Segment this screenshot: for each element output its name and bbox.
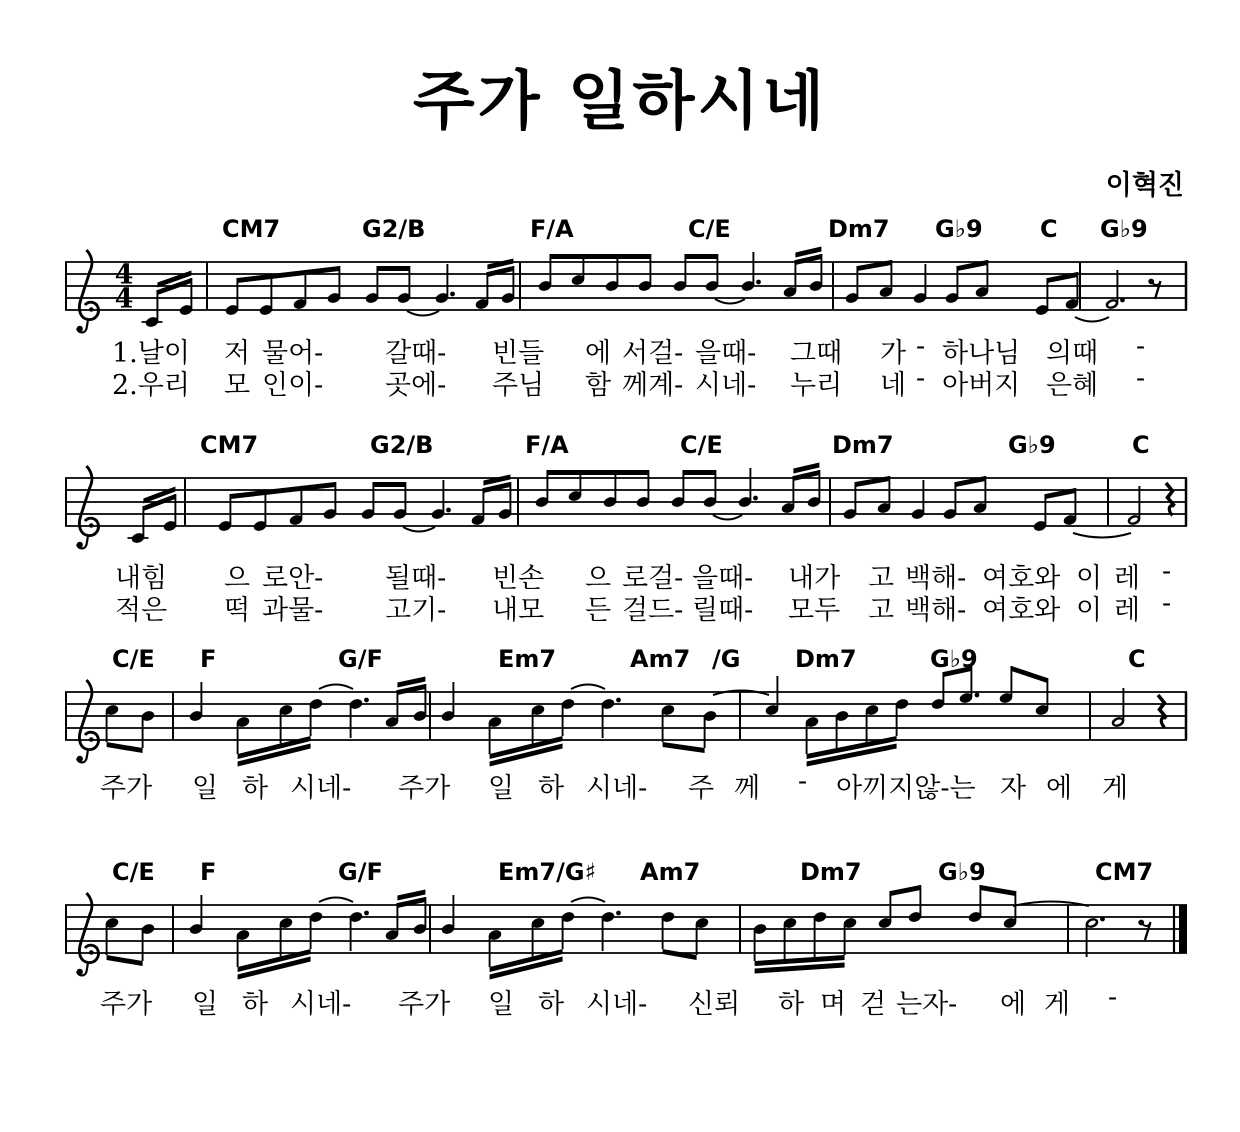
note-group <box>128 487 178 545</box>
lyric-syllable: 네 <box>880 370 907 401</box>
augmentation-dot <box>616 698 621 703</box>
beam <box>107 742 143 753</box>
lyric-syllable: 주 <box>688 773 715 804</box>
lyric-syllable: 이 <box>1076 595 1103 626</box>
lyric-syllable: 으 <box>585 563 612 594</box>
lyric-syllable: 시네- <box>586 989 648 1020</box>
note-group <box>912 264 927 304</box>
chord-label: CM7 <box>200 431 259 459</box>
chord-label: G/F <box>338 858 383 886</box>
beam <box>890 885 920 896</box>
lyric-syllable: 주가 <box>100 773 153 804</box>
tie-slur <box>715 299 745 304</box>
lyric-syllable: 시네- <box>695 370 757 401</box>
lyric-syllable: 그때 <box>790 338 843 369</box>
staff-system-4 <box>65 885 1187 980</box>
note-group <box>188 895 203 935</box>
note-group <box>474 259 515 311</box>
tie-slur <box>571 898 605 903</box>
lyric-syllable: 며 <box>820 989 847 1020</box>
lyric-syllable: 누리 <box>790 370 843 401</box>
chord-label: C <box>1132 431 1150 459</box>
lyric-syllable: 시네- <box>290 773 352 804</box>
chord-label: C/E <box>688 215 731 243</box>
beam <box>685 254 717 259</box>
note-group <box>967 885 1017 929</box>
note-group <box>384 890 427 942</box>
lyric-syllable: 하 <box>242 773 269 804</box>
lyric-syllable: 인이- <box>262 370 324 401</box>
lyric-syllable: 고기- <box>385 595 447 626</box>
lyric-syllable: 신뢰 <box>688 989 741 1020</box>
lyric-syllable: 에 <box>1046 773 1073 804</box>
lyric-syllable: 주가 <box>398 989 451 1020</box>
tie-slur <box>1073 533 1131 538</box>
lyric-syllable: 될때- <box>385 563 447 594</box>
lyric-syllable: 빈손 <box>492 563 545 594</box>
note-group <box>1110 688 1125 728</box>
note-group <box>487 911 575 980</box>
chord-label: C/E <box>112 858 155 886</box>
lyric-syllable: 2.우리 <box>112 370 190 401</box>
beam <box>1011 666 1047 683</box>
lyric-syllable: 을때- <box>692 563 754 594</box>
lyric-syllable: 백해- <box>905 595 967 626</box>
tie-slur <box>319 898 353 903</box>
beam <box>663 949 697 960</box>
augmentation-dot <box>364 911 369 916</box>
lyric-syllable: 일 <box>488 989 515 1020</box>
composer-name: 이혁진 <box>1105 170 1184 201</box>
lyric-syllable: - <box>1108 982 1118 1013</box>
chord-label: Dm7 <box>800 858 862 886</box>
chord-label: C/E <box>680 431 723 459</box>
lyric-syllable: 백해- <box>905 563 967 594</box>
staff-system-3 <box>65 666 1187 767</box>
staff-system-1 <box>65 247 1187 333</box>
chord-label: G♭9 <box>930 645 978 673</box>
chord-label: Em7 <box>498 645 557 673</box>
tie-slur <box>407 311 439 316</box>
lyric-syllable: 은혜 <box>1046 370 1099 401</box>
lyric-syllable: 하 <box>778 989 805 1020</box>
lyric-syllable: - <box>1136 363 1146 394</box>
quarter-rest <box>1158 695 1167 728</box>
augmentation-dot <box>753 496 758 501</box>
note-group <box>487 698 575 767</box>
lyric-syllable: 적은 <box>115 595 168 626</box>
chord-label: G/F <box>338 645 383 673</box>
lyric-syllable: 하 <box>538 773 565 804</box>
lyric-syllable: 걸드- <box>622 595 684 626</box>
lyric-syllable: - <box>1162 556 1172 587</box>
note-group <box>764 676 779 716</box>
lyric-syllable: 는자- <box>896 989 958 1020</box>
lyric-syllable: 걷 <box>860 989 887 1020</box>
lyric-syllable: 시네- <box>586 773 648 804</box>
note-group <box>440 895 455 935</box>
lyric-syllable: 갈때- <box>385 338 447 369</box>
lyric-syllable: - <box>1162 588 1172 619</box>
song-title: 주가 일하시네 <box>412 65 828 139</box>
note-group <box>1084 917 1104 957</box>
time-signature-digit: 4 <box>114 283 134 315</box>
augmentation-dot <box>975 693 980 698</box>
augmentation-dot <box>616 911 621 916</box>
chord-label: G♭9 <box>935 215 983 243</box>
lyric-syllable: 을때- <box>695 338 757 369</box>
lyric-syllable: 하 <box>538 989 565 1020</box>
tie-slur <box>1075 317 1109 322</box>
chord-label: Am7 <box>630 645 691 673</box>
lyric-syllable: - <box>1136 331 1146 362</box>
chord-label: Am7 <box>640 858 701 886</box>
beam <box>663 742 705 753</box>
lyric-syllable: - <box>916 331 926 362</box>
augmentation-dot <box>1100 917 1105 922</box>
lyric-syllable: 떡 <box>224 595 251 626</box>
eighth-rest <box>1148 279 1160 299</box>
chord-label: C <box>1128 645 1146 673</box>
chord-label: G♭9 <box>938 858 986 886</box>
lyric-syllable: 주가 <box>398 773 451 804</box>
note-group <box>1126 486 1141 526</box>
lyric-syllable: 저 <box>224 338 251 369</box>
augmentation-dot <box>364 698 369 703</box>
lyric-syllable: 여호와 <box>982 595 1061 626</box>
chord-label: CM7 <box>1095 858 1154 886</box>
chord-label: F/A <box>530 215 574 243</box>
lyric-syllable: 일 <box>192 989 219 1020</box>
quarter-rest <box>1166 483 1175 516</box>
lyric-syllable: 게 <box>1102 773 1129 804</box>
lyric-syllable: 빈들 <box>492 338 545 369</box>
lyric-syllable: 함 <box>585 370 612 401</box>
lyric-syllable: 1.날이 <box>112 338 190 369</box>
tie-slur <box>713 515 742 520</box>
note-group <box>235 698 323 767</box>
chord-label: C/E <box>112 645 155 673</box>
chord-label: /G <box>712 645 741 673</box>
note-group <box>877 885 922 929</box>
note-group <box>384 677 427 729</box>
chord-label: G2/B <box>362 215 426 243</box>
chord-label: Dm7 <box>832 431 894 459</box>
tie-slur <box>571 685 605 690</box>
chord-label: G♭9 <box>1100 215 1148 243</box>
lyric-syllable: 하나님 <box>942 338 1021 369</box>
note-group <box>1104 270 1124 310</box>
tie-slur <box>319 685 353 690</box>
lyric-syllable: 든 <box>585 595 612 626</box>
lyric-syllable: 주가 <box>100 989 153 1020</box>
lyric-syllable: 에 <box>1000 989 1027 1020</box>
augmentation-dot <box>756 280 761 285</box>
note-group <box>188 682 203 722</box>
lyric-syllable: - <box>798 766 808 797</box>
lyric-syllable: 으 <box>224 563 251 594</box>
lyric-syllable: 의때 <box>1046 338 1099 369</box>
note-group <box>804 698 909 767</box>
note-group <box>142 271 194 329</box>
chord-label: F <box>200 858 217 886</box>
beam <box>980 885 1015 896</box>
chord-label: G♭9 <box>1008 431 1056 459</box>
chord-label: G2/B <box>370 431 434 459</box>
lyric-syllable: 레 <box>1114 563 1141 594</box>
lyric-syllable: 물어- <box>262 338 324 369</box>
lyric-syllable: 곳에- <box>385 370 447 401</box>
note-group <box>752 911 857 974</box>
beam <box>107 955 143 966</box>
lyric-syllable: 서걸- <box>622 338 684 369</box>
beam <box>550 254 650 259</box>
lyric-syllable: 주님 <box>492 370 545 401</box>
chord-label: CM7 <box>222 215 281 243</box>
chord-label: F/A <box>525 431 569 459</box>
lyric-syllable: 모두 <box>788 595 841 626</box>
note-group <box>782 247 823 299</box>
note-group <box>235 911 323 980</box>
lyric-syllable: 일 <box>192 773 219 804</box>
lyric-syllable: 릴때- <box>692 595 754 626</box>
tie-slur <box>403 527 435 532</box>
chord-label: Dm7 <box>828 215 890 243</box>
lyric-syllable: 하 <box>242 989 269 1020</box>
lyric-syllable: 과물- <box>262 595 324 626</box>
chord-label: Dm7 <box>795 645 857 673</box>
lyric-syllable: 로안- <box>262 563 324 594</box>
lyric-syllable: - <box>916 363 926 394</box>
lyric-syllable: 고 <box>868 563 895 594</box>
lyric-syllable: 아끼지않-는 <box>836 773 976 804</box>
lyric-syllable: 에 <box>585 338 612 369</box>
lyric-syllable: 가 <box>880 338 907 369</box>
lyric-syllable: 께 <box>734 773 761 804</box>
lyric-syllable: 내모 <box>492 595 545 626</box>
lyric-syllable: 아버지 <box>942 370 1021 401</box>
lyric-syllable: 게 <box>1044 989 1071 1020</box>
note-group <box>780 463 821 515</box>
augmentation-dot <box>1120 298 1125 303</box>
note-group <box>910 480 925 520</box>
time-signature-digit: 4 <box>114 259 134 291</box>
augmentation-dot <box>446 508 451 513</box>
lyric-syllable: 여호와 <box>982 563 1061 594</box>
final-thick-barline <box>1179 905 1187 953</box>
note-group <box>440 682 455 722</box>
chord-label: Em7/G♯ <box>498 858 597 886</box>
lyric-syllable: 내힘 <box>115 563 168 594</box>
staff-system-2 <box>65 463 1187 549</box>
lyric-syllable: 로걸- <box>622 563 684 594</box>
beam <box>683 470 715 475</box>
lyric-syllable: 모 <box>224 370 251 401</box>
lyric-syllable: 일 <box>488 773 515 804</box>
lyric-syllable: 레 <box>1114 595 1141 626</box>
lyric-syllable: 께계- <box>622 370 684 401</box>
beam <box>377 266 409 271</box>
note-group <box>470 475 512 527</box>
chord-label: C <box>1040 215 1058 243</box>
lyric-syllable: 시네- <box>290 989 352 1020</box>
chord-label: F <box>200 645 217 673</box>
lyric-syllable: 내가 <box>788 563 841 594</box>
beam <box>373 482 405 487</box>
lyric-syllable: 자 <box>1000 773 1027 804</box>
beam <box>547 470 648 475</box>
lyric-syllable: 이 <box>1076 563 1103 594</box>
augmentation-dot <box>450 292 455 297</box>
lyric-syllable: 고 <box>868 595 895 626</box>
